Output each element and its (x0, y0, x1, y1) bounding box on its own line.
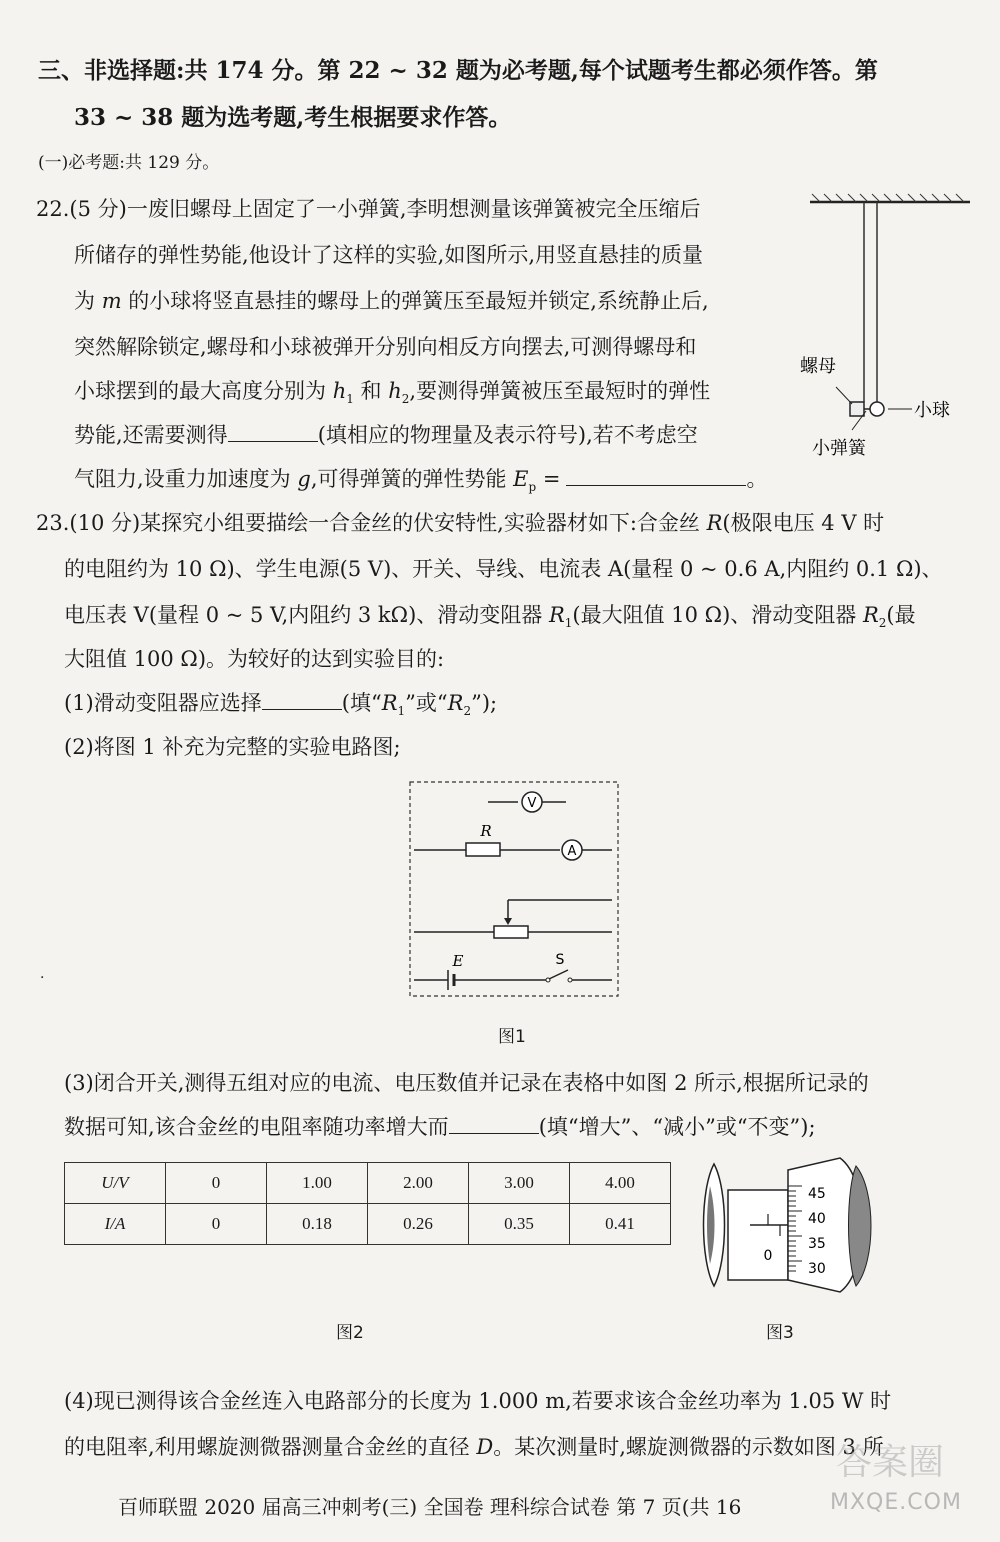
nut-label: 螺母 (800, 356, 836, 377)
q23-part1: (1)滑动变阻器应选择 (填“$R_1$”或“$R_2$”); (64, 691, 498, 719)
ammeter-label: A (567, 844, 577, 859)
micrometer-figure-3 (700, 1150, 900, 1300)
q22-line6: 势能,还需要测得 (填相应的物理量及表示符号),若不考虑空 (74, 423, 698, 447)
sleeve (728, 1190, 788, 1280)
thimble-tick-45: 45 (808, 1186, 826, 1202)
page-footer: 百师联盟 2020 届高三冲刺考(三) 全国卷 理科综合试卷 第 7 页(共 16 (118, 1495, 742, 1519)
q23-part4-line1: (4)现已测得该合金丝连入电路部分的长度为 1.000 m,若要求该合金丝功率为 1.05 W 时 (64, 1389, 892, 1413)
q23-line1: 23.(10 分)某探究小组要描绘一合金丝的伏安特性,实验器材如下:合金丝 R(极限电压 4 V 时 (36, 511, 885, 535)
voltmeter-label: V (527, 796, 537, 811)
watermark (798, 1434, 988, 1526)
table-cell: 4.00 (570, 1163, 671, 1204)
watermark-logo: 答案圈 (836, 1442, 945, 1483)
table-cell: 0 (166, 1204, 267, 1245)
q23-part3-line1: (3)闭合开关,测得五组对应的电流、电压数值并记录在表格中如图 2 所示,根据所记录的 (64, 1071, 869, 1095)
table-cell: 1.00 (267, 1163, 368, 1204)
answer-blank (449, 1115, 539, 1134)
answer-blank (566, 467, 746, 486)
table-cell: 2.00 (368, 1163, 469, 1204)
table-cell: 0.18 (267, 1204, 368, 1245)
table-cell: 0.41 (570, 1204, 671, 1245)
row-label: I/A (65, 1204, 166, 1245)
sleeve-zero-label: 0 (763, 1248, 773, 1264)
resistor-label: R (480, 822, 492, 840)
table-row (65, 1163, 671, 1204)
section-heading-line1: 三、非选择题:共 174 分。第 22 ~ 32 题为必考题,每个试题考生都必须作答。第 (38, 57, 878, 84)
q22-line3: 为 m 的小球将竖直悬挂的螺母上的弹簧压至最短并锁定,系统静止后, (74, 289, 709, 313)
resistor-R (466, 843, 500, 856)
q22-line4: 突然解除锁定,螺母和小球被弹开分别向相反方向摆去,可测得螺母和 (74, 335, 697, 359)
answer-blank (262, 691, 342, 710)
q23-line3: 电压表 V(量程 0 ~ 5 V,内阻约 3 kΩ)、滑动变阻器 $R_1$(最大阻值 10 Ω)、滑动变阻器 $R_2$(最 (64, 603, 916, 631)
thimble-tick-40: 40 (808, 1211, 826, 1227)
answer-blank (228, 423, 318, 442)
required-header: (一)必考题:共 129 分。 (38, 153, 220, 173)
circuit-figure-1 (408, 780, 620, 998)
q23-line2: 的电阻约为 10 Ω)、学生电源(5 V)、开关、导线、电流表 A(量程 0 ~ 0.6 A,内阻约 0.1 Ω)、 (64, 557, 943, 581)
battery-label: E (452, 952, 464, 970)
spring-label: 小弹簧 (812, 438, 866, 459)
figure-2-caption: 图2 (336, 1323, 364, 1343)
table-row (65, 1204, 671, 1245)
q23-line4: 大阻值 100 Ω)。为较好的达到实验目的: (64, 647, 445, 671)
row-label: U/V (65, 1163, 166, 1204)
figure-2-table (64, 1162, 671, 1245)
q23-part3-line2: 数据可知,该合金丝的电阻率随功率增大而 (填“增大”、“减小”或“不变”); (64, 1115, 816, 1139)
thimble-tick-35: 35 (808, 1236, 826, 1252)
table-cell: 0.26 (368, 1204, 469, 1245)
nut-shape (850, 402, 864, 416)
rheostat (494, 926, 528, 938)
q23-part2: (2)将图 1 补充为完整的实验电路图; (64, 735, 401, 759)
q22-line5: 小球摆到的最大高度分别为 $h_1$ 和 $h_2$,要测得弹簧被压至最短时的弹性 (74, 379, 711, 407)
figure-1-caption: 图1 (498, 1027, 526, 1047)
q22-line7: 气阻力,设重力加速度为 g,可得弹簧的弹性势能 $E_p$ = 。 (74, 467, 768, 495)
pendulum-figure (800, 192, 980, 462)
switch-label: S (555, 952, 565, 968)
figure-3-caption: 图3 (766, 1323, 794, 1343)
q23-part4-line2: 的电阻率,利用螺旋测微器测量合金丝的直径 D。某次测量时,螺旋测微器的示数如图 3 所 (64, 1435, 884, 1459)
watermark-text: MXQE.COM (830, 1490, 962, 1515)
ball-shape (870, 402, 884, 416)
thimble-tick-30: 30 (808, 1261, 826, 1277)
q22-line1: 22.(5 分)一废旧螺母上固定了一小弹簧,李明想测量该弹簧被完全压缩后 (36, 197, 701, 221)
stray-dot: · (40, 970, 45, 986)
table-cell: 0.35 (469, 1204, 570, 1245)
section-heading-line2: 33 ~ 38 题为选考题,考生根据要求作答。 (74, 104, 512, 131)
table-cell: 0 (166, 1163, 267, 1204)
ball-label: 小球 (914, 400, 950, 421)
table-cell: 3.00 (469, 1163, 570, 1204)
q22-line2: 所储存的弹性势能,他设计了这样的实验,如图所示,用竖直悬挂的质量 (74, 243, 704, 267)
switch-symbol (549, 970, 568, 979)
